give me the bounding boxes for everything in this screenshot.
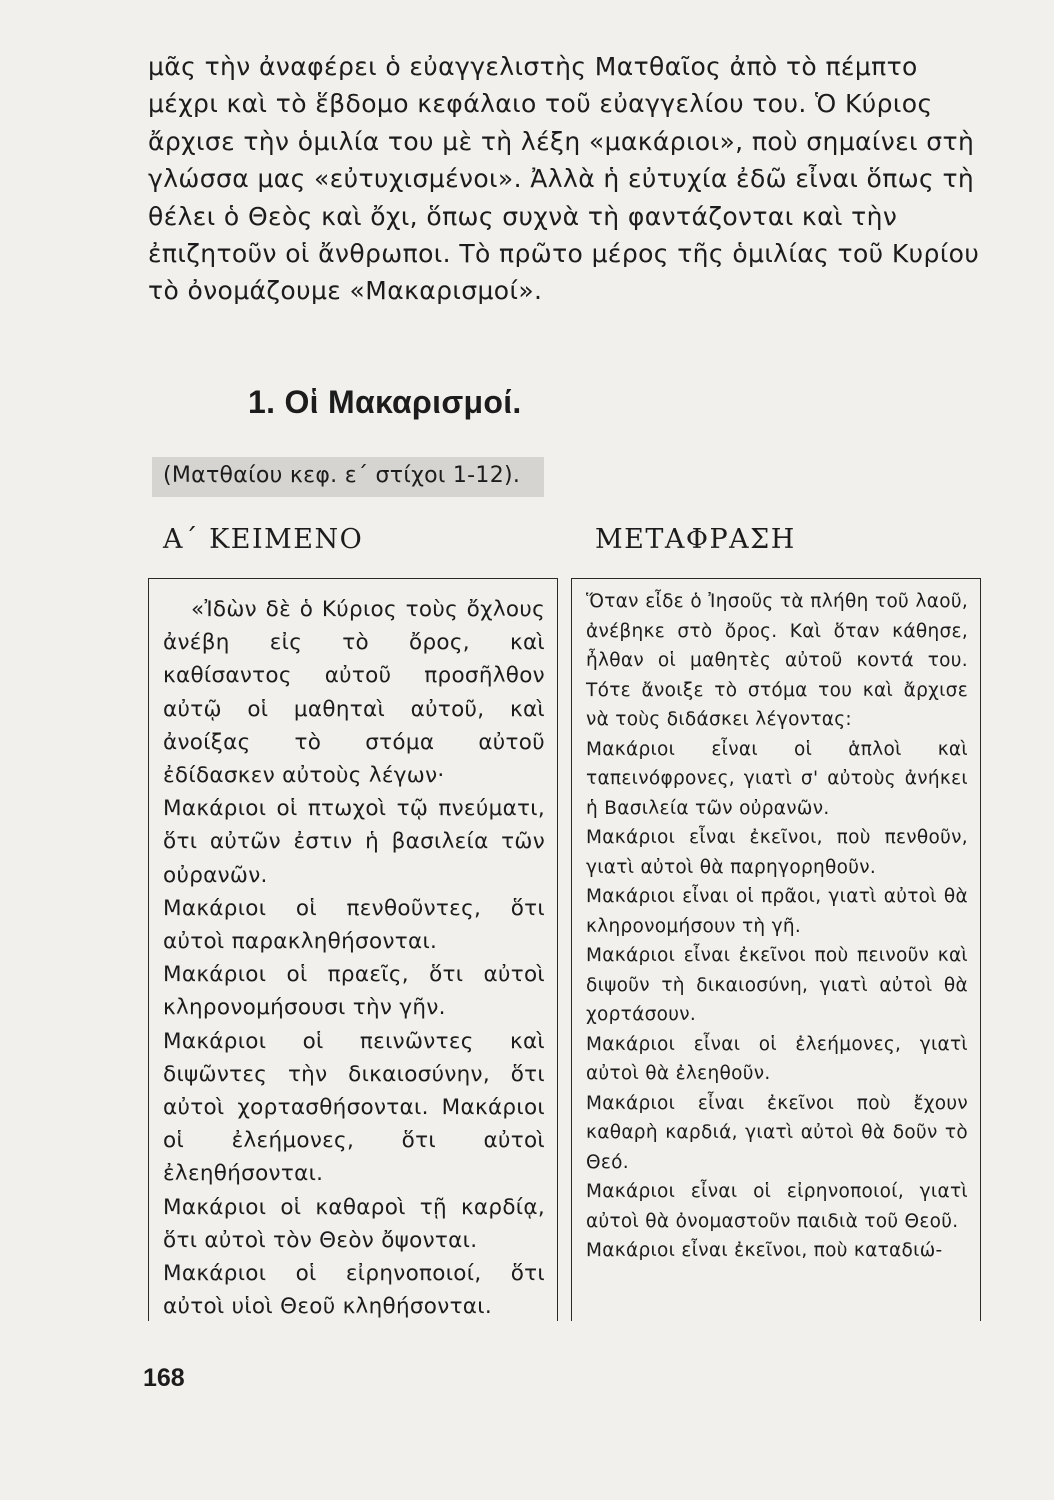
scripture-reference: (Ματθαίου κεφ. ε΄ στίχοι 1-12).	[163, 463, 521, 488]
original-verse: Μακάριοι οἱ πεινῶντες καὶ διψῶντες τὴν δικαιοσύνην, ὅτι αὐτοὶ χορτασθήσονται. Μακάριοι οἱ ἐλεήμονες, ὅτι αὐτοὶ ἐλεηθήσονται.	[163, 1028, 545, 1187]
translation-verse: Μακάριοι εἶναι ἐκεῖνοι, ποὺ πενθοῦν, γιατὶ αὐτοὶ θὰ παρηγορηθοῦν.	[586, 827, 968, 878]
original-verse: Μακάριοι οἱ πτωχοὶ τῷ πνεύματι, ὅτι αὐτῶν ἐστιν ἡ βασιλεία τῶν οὐρανῶν.	[163, 796, 545, 888]
translation-verse: Μακάριοι εἶναι ἐκεῖνοι ποὺ πεινοῦν καὶ διψοῦν τὴ δικαιοσύνη, γιατὶ αὐτοὶ θὰ χορτάσουν.	[586, 945, 968, 1025]
translation-verse: Μακάριοι εἶναι οἱ ἁπλοὶ καὶ ταπεινόφρονες, γιατὶ σ' αὐτοὺς ἀνήκει ἡ Βασιλεία τῶν οὐρανῶν.	[586, 738, 968, 819]
intro-section	[148, 48, 990, 310]
translation-verse: Μακάριοι εἶναι ἐκεῖνοι ποὺ ἔχουν καθαρὴ καρδιά, γιατὶ αὐτοὶ θὰ δοῦν τὸ Θεό.	[586, 1092, 968, 1173]
translation-title: ΜΕΤΑΦΡΑΣΗ	[595, 524, 796, 555]
original-text-box	[148, 578, 558, 1321]
translation-verse: Ὅταν εἶδε ὁ Ἰησοῦς τὰ πλήθη τοῦ λαοῦ, ἀνέβηκε στὸ ὄρος. Καὶ ὅταν κάθησε, ἦλθαν οἱ μαθητὲς αὐτοῦ κοντά του. Τότε ἄνοιξε τὸ στόμα του καὶ ἄρχισε νὰ τοὺς διδάσκει λέγοντας:	[586, 591, 968, 730]
translation-verse: Μακάριοι εἶναι οἱ εἰρηνοποιοί, γιατὶ αὐτοὶ θὰ ὀνομαστοῦν παιδιὰ τοῦ Θεοῦ.	[586, 1181, 968, 1232]
original-text-title: Α΄ ΚΕΙΜΕΝΟ	[163, 524, 364, 555]
translation-verse: Μακάριοι εἶναι οἱ ἐλεήμονες, γιατὶ αὐτοὶ θὰ ἐλεηθοῦν.	[586, 1033, 968, 1084]
page-number: 168	[143, 1364, 185, 1392]
original-verse: Μακάριοι οἱ εἰρηνοποιοί, ὅτι αὐτοὶ υἱοὶ Θεοῦ κληθήσονται.	[163, 1261, 545, 1320]
section-heading: 1. Οἱ Μακαρισμοί.	[248, 384, 522, 420]
translation-verse: Μακάριοι εἶναι ἐκεῖνοι, ποὺ καταδιώ-	[586, 1240, 943, 1261]
original-verse: Μακάριοι οἱ πραεῖς, ὅτι αὐτοὶ κληρονομήσουσι τὴν γῆν.	[163, 962, 545, 1021]
original-verse: «Ἰδὼν δὲ ὁ Κύριος τοὺς ὄχλους ἀνέβη εἰς τὸ ὄρος, καὶ καθίσαντος αὐτοῦ προσῆλθον αὐτῷ οἱ μαθηταὶ αὐτοῦ, καὶ ἀνοίξας τὸ στόμα αὐτοῦ ἐδίδασκεν αὐτοὺς λέγων·	[163, 597, 545, 789]
original-verse: Μακάριοι οἱ πενθοῦντες, ὅτι αὐτοὶ παρακληθήσονται.	[163, 895, 545, 955]
original-verse: Μακάριοι οἱ καθαροὶ τῇ καρδίᾳ, ὅτι αὐτοὶ τὸν Θεὸν ὄψονται.	[163, 1194, 545, 1253]
translation-box	[571, 578, 981, 1321]
intro-paragraph: μᾶς τὴν ἀναφέρει ὁ εὐαγγελιστὴς Ματθαῖος ἀπὸ τὸ πέμπτο μέχρι καὶ τὸ ἕβδομο κεφάλαιο τοῦ εὐαγγελίου του. Ὁ Κύριος ἄρχισε τὴν ὁμιλία του μὲ τὴ λέξη «μακάριοι», ποὺ σημαίνει στὴ γλώσσα μας «εὐτυχισμένοι». Ἀλλὰ ἡ εὐτυχία ἐδῶ εἶναι ὅπως τὴ θέλει ὁ Θεὸς καὶ ὄχι, ὅπως συχνὰ τὴ φαντάζονται καὶ τὴν ἐπιζητοῦν οἱ ἄνθρωποι. Τὸ πρῶτο μέρος τῆς ὁμιλίας τοῦ Κυρίου τὸ ὀνομάζουμε «Μακαρισμοί».	[148, 52, 980, 306]
translation-verse: Μακάριοι εἶναι οἱ πρᾶοι, γιατὶ αὐτοὶ θὰ κληρονομήσουν τὴ γῆ.	[586, 886, 968, 937]
